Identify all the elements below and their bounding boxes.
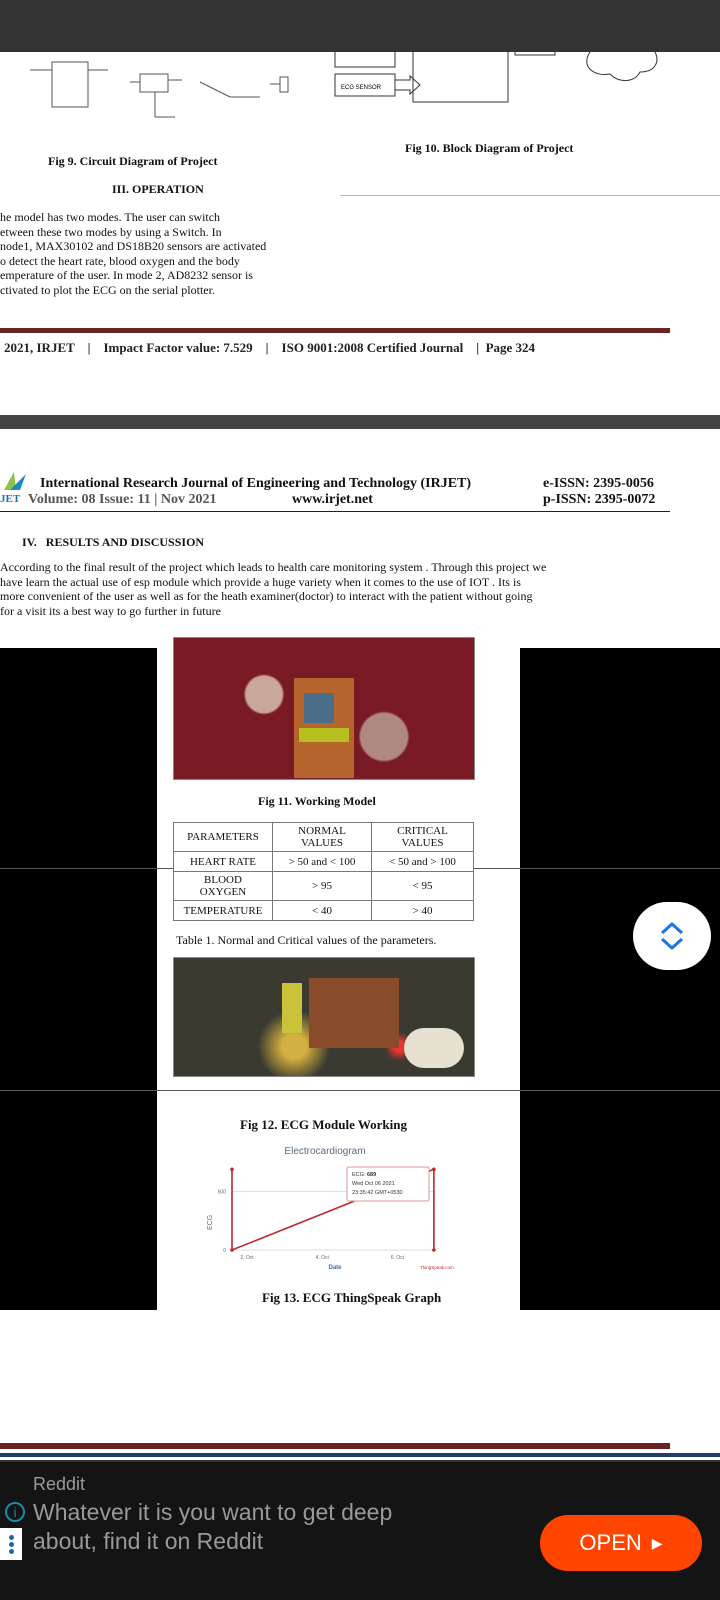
footer-rule-blue: [0, 1453, 720, 1457]
paragraph-line: etween these two modes by using a Switch. In: [0, 224, 222, 239]
tooltip-value: 689: [366, 1172, 377, 1178]
ecg-module-photo: [173, 957, 475, 1077]
page-footer: 2021, IRJET | Impact Factor value: 7.529 | ISO 9001:2008 Certified Journal | Page 324: [4, 340, 536, 355]
table-header: PARAMETERS: [174, 823, 273, 852]
paragraph-line: According to the final result of the project which leads to health care monitoring system . Through this project we: [0, 560, 547, 574]
paragraph-line: for a visit its a best way to go further in future: [0, 603, 221, 618]
fig13-caption: Fig 13. ECG ThingSpeak Graph: [262, 1290, 442, 1305]
chevron-down-icon[interactable]: [659, 936, 685, 952]
ad-menu-icon[interactable]: [0, 1528, 22, 1560]
play-arrow-icon: ▶: [651, 1534, 663, 1551]
paragraph-line: he model has two modes. The user can switch: [0, 210, 221, 224]
working-model-photo: [173, 637, 475, 780]
logo-text: JET: [0, 493, 21, 505]
table-cell: > 40: [371, 901, 473, 921]
footer-page: Page 324: [485, 340, 536, 355]
footer-impact: Impact Factor value: 7.529: [103, 340, 253, 355]
page-separator: [0, 415, 720, 429]
section-heading-results: IV. RESULTS AND DISCUSSION: [22, 535, 205, 549]
left-panel: [0, 648, 157, 1310]
table-cell: BLOOD OXYGEN: [174, 872, 273, 901]
paragraph-line: emperature of the user. In mode 2, AD8232 sensor is: [0, 268, 253, 282]
eissn: e-ISSN: 2395-0056: [543, 476, 654, 491]
journal-title: International Research Journal of Engineering and Technology (IRJET): [40, 476, 472, 491]
x-tick-label: 2. Oct: [240, 1255, 254, 1261]
table-row: [174, 852, 474, 872]
svg-text:ECG: 689: [352, 1172, 376, 1178]
table-cell: TEMPERATURE: [174, 901, 273, 921]
table-header: NORMAL VALUES: [273, 823, 372, 852]
fig12-caption: Fig 12. ECG Module Working: [240, 1117, 407, 1132]
data-point: [230, 1248, 234, 1252]
results-paragraph: [0, 560, 672, 618]
table-cell: < 50 and > 100: [371, 852, 473, 872]
ecg-chart: [190, 1138, 460, 1278]
table-header: CRITICAL VALUES: [371, 823, 473, 852]
top-bar: [0, 0, 720, 52]
footer-rule: [0, 328, 670, 333]
table-cell: < 95: [371, 872, 473, 901]
fig11-caption: Fig 11. Working Model: [258, 794, 376, 808]
paragraph-line: ctivated to plot the ECG on the serial plotter.: [0, 282, 215, 297]
block-diagram: [325, 52, 720, 122]
page-nav-button[interactable]: [633, 902, 711, 970]
irjet-logo: [0, 470, 30, 505]
x-axis-label: Date: [328, 1265, 342, 1271]
ad-text: [33, 1498, 392, 1556]
right-panel: [520, 648, 720, 1310]
table-cell: HEART RATE: [174, 852, 273, 872]
chart-credit: ThingSpeak.com: [420, 1265, 454, 1270]
parameters-table: [173, 822, 474, 921]
table-cell: > 50 and < 100: [273, 852, 372, 872]
ad-open-button[interactable]: [540, 1515, 702, 1571]
section-heading-operation: III. OPERATION: [112, 182, 204, 196]
x-tick-label: 6. Oct: [390, 1255, 405, 1261]
table-row: [174, 872, 474, 901]
header-rule: [0, 511, 670, 512]
paragraph-line: have learn the actual use of esp module which provide a huge variety when it comes to the use of IOT . Its is: [0, 574, 521, 589]
chart-tooltip: [347, 1167, 429, 1201]
table-cell: < 40: [273, 901, 372, 921]
data-point: [432, 1167, 436, 1171]
x-tick-label: 4. Oct: [315, 1255, 329, 1261]
paragraph-line: o detect the heart rate, blood oxygen and the body: [0, 253, 240, 268]
divider: [0, 1090, 720, 1091]
volume-issue: Volume: 08 Issue: 11 | Nov 2021: [28, 492, 217, 507]
operation-paragraph: [0, 210, 305, 297]
table-header-row: [174, 823, 474, 852]
table-cell: > 95: [273, 872, 372, 901]
tooltip-label: ECG:: [352, 1172, 366, 1178]
data-point: [230, 1167, 234, 1171]
y-tick-label: 500: [217, 1189, 226, 1196]
ad-advertiser: Reddit: [33, 1474, 86, 1494]
data-point: [432, 1248, 436, 1252]
tooltip-date: Wed Oct 06 2021: [352, 1181, 395, 1187]
footer-iso: ISO 9001:2008 Certified Journal: [281, 340, 464, 355]
circuit-diagram: [0, 52, 310, 132]
paragraph-line: node1, MAX30102 and DS18B20 sensors are activated: [0, 239, 267, 253]
chevron-up-icon[interactable]: [659, 920, 685, 936]
open-label: OPEN: [579, 1530, 642, 1555]
ad-text-line: about, find it on Reddit: [33, 1528, 264, 1554]
block-label-ecg-sensor: ECG SENSOR: [341, 85, 382, 91]
table-row: [174, 901, 474, 921]
fig9-caption: Fig 9. Circuit Diagram of Project: [48, 154, 218, 168]
fig10-caption: Fig 10. Block Diagram of Project: [405, 141, 574, 155]
pissn: p-ISSN: 2395-0072: [543, 492, 656, 507]
divider: [340, 195, 720, 196]
ad-info-icon[interactable]: i: [5, 1502, 25, 1522]
y-tick-label: 0: [223, 1248, 226, 1254]
table-caption: Table 1. Normal and Critical values of the parameters.: [176, 933, 437, 947]
footer-rule: [0, 1443, 670, 1449]
paragraph-line: more convenient of the user as well as for the heath examiner(doctor) to interact with the patient without going: [0, 589, 533, 603]
ad-text-line: Whatever it is you want to get deep: [33, 1499, 393, 1525]
footer-year: 2021, IRJET: [4, 340, 75, 355]
website-link[interactable]: www.irjet.net: [292, 492, 373, 507]
chart-title: Electrocardiogram: [284, 1146, 366, 1157]
tooltip-time: 23:35:42 GMT+0530: [352, 1190, 403, 1196]
y-axis-label: ECG: [207, 1214, 214, 1230]
